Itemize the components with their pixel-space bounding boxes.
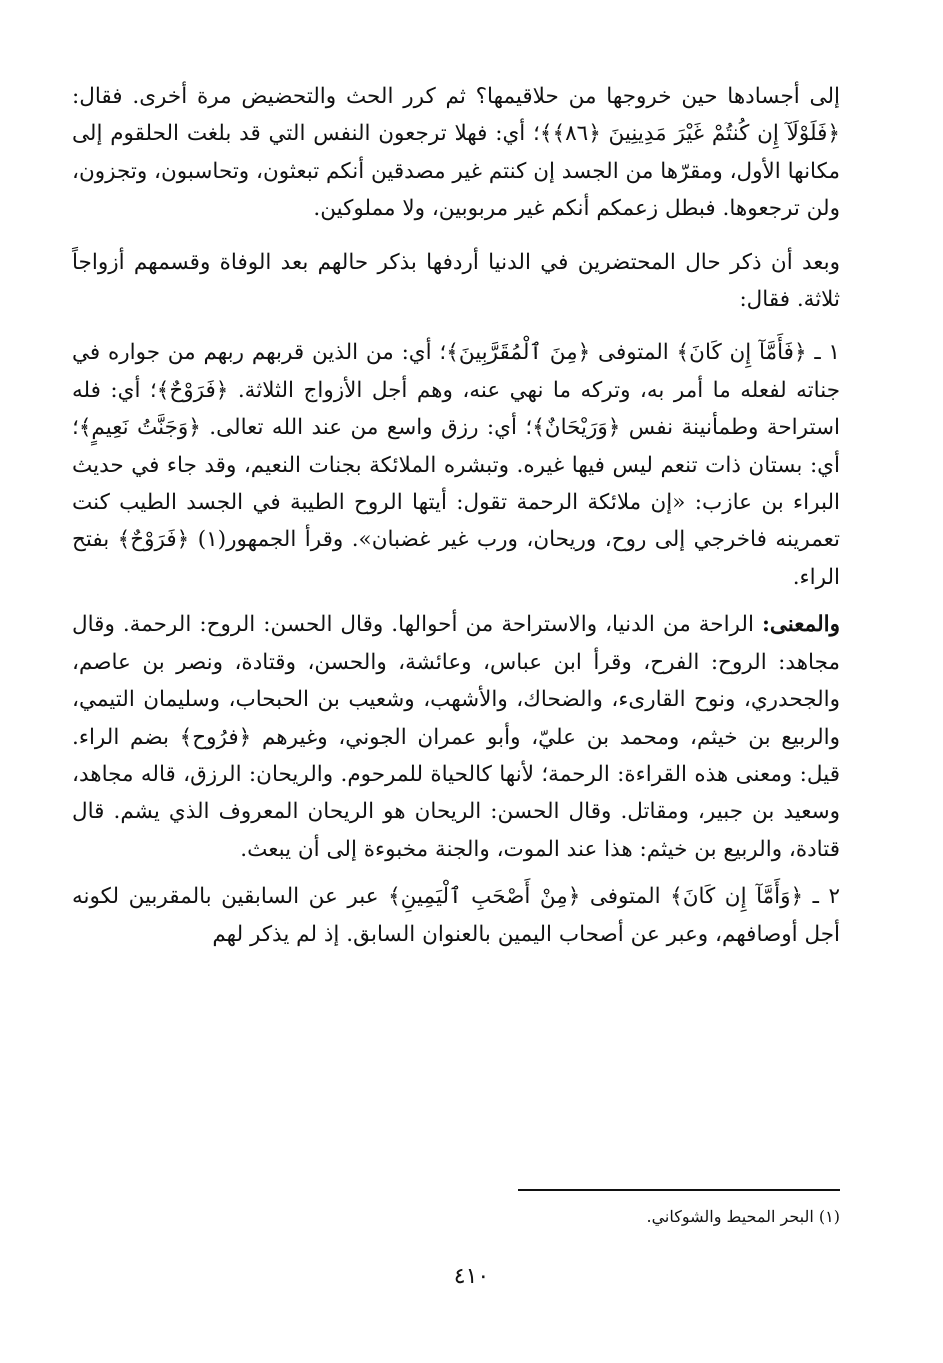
paragraph-line: أيتها الروح الطيبة في الجسد الطيب كنت تعمرينه فاخرجي إلى روح، وريحان، bbox=[72, 490, 840, 553]
paragraph-line: لكونه أجل أوصافهم، وعبر عن أصحاب اليمين بالعنوان السابق. إذ لم يذكر لهم bbox=[72, 884, 840, 947]
paragraph-line: ١ ـ ﴿فَأَمَّآ إِن كَانَ﴾ المتوفى ﴿مِنَ ٱلْمُقَرَّبِينَ﴾؛ أي: من الذين قربهم ربهم من bbox=[167, 340, 840, 366]
paragraph-line: وقال الحسن: الريحان هو الريحان المعروف الذي يشم. قال قتادة، والربيع بن bbox=[72, 799, 840, 862]
paragraph-line: وقتادة، ونصر بن عاصم، والجحدري، ونوح القارىء، والضحاك، والأشهب، bbox=[72, 649, 840, 713]
paragraph-line: ورب غير غضبان». وقرأ الجمهور(١) ﴿فَرَوْحٌ﴾ بفتح الراء. bbox=[72, 527, 840, 590]
paragraph-line: الرحمة. وقال مجاهد: الروح: الفرح، وقرأ ابن عباس، وعائشة، والحسن، bbox=[72, 612, 840, 675]
paragraph-line: فقال: ﴿فَلَوْلَآ إِن كُنتُمْ غَيْرَ مَدِينِينَ ﴿٨٦﴾﴾؛ أي: فهلا ترجعون النفس التي قد بلغت bbox=[72, 84, 840, 147]
footnote-divider bbox=[518, 1189, 840, 1191]
paragraph-line: جواره في جناته لفعله ما أمر به، وتركه ما نهي عنه، وهم أجل الأزواج الثلاثة. bbox=[72, 340, 840, 403]
paragraph-line: الحلقوم إلى مكانها الأول، ومقرّها من الجسد إن كنتم غير مصدقين أنكم تبعثون، bbox=[72, 121, 840, 184]
paragraph-5 bbox=[72, 878, 840, 953]
paragraph-lead: والمعنى: bbox=[761, 612, 841, 638]
page-body bbox=[72, 78, 840, 953]
paragraph-line: بجنات النعيم، وقد جاء في حديث البراء بن عازب: «إن ملائكة الرحمة تقول: bbox=[72, 452, 840, 516]
paragraph-line: تعالى. ﴿وَجَنَّتُ نَعِيمٍ﴾؛ أي: بستان ذات تنعم ليس فيها غيره. وتبشره الملائكة bbox=[72, 415, 840, 478]
paragraph-4 bbox=[72, 606, 840, 868]
paragraph-line: مملوكين. bbox=[313, 196, 396, 222]
paragraph-line: ٢ ـ ﴿وَأَمَّآ إِن كَانَ﴾ المتوفى ﴿مِنْ أَصْحَبِ ٱلْيَمِينِ﴾ عبر عن السابقين بالمقربين bbox=[128, 884, 840, 910]
page-number: ٤١٠ bbox=[453, 1264, 490, 1289]
paragraph-line: ﴿فَرَوْحٌ﴾؛ أي: فله استراحة وطمأنينة نفس ﴿وَرَيْحَانٌ﴾؛ أي: رزق واسع من عند الله bbox=[72, 377, 840, 441]
paragraph-line: خيثم: هذا عند الموت، والجنة مخبوءة إلى أن يبعث. bbox=[240, 836, 688, 862]
paragraph-line: الراحة من الدنيا، والاستراحة من أحوالها. وقال الحسن: الروح: bbox=[199, 612, 762, 638]
paragraph-3 bbox=[72, 334, 840, 596]
paragraph-line: وشعيب بن الحبحاب، وسليمان التيمي، والربيع بن خيثم، ومحمد بن عليّ، وأبو bbox=[72, 687, 840, 750]
paragraph-line: لأنها كالحياة للمرحوم. والريحان: الرزق، قاله مجاهد، وسعيد بن جبير، ومقاتل. bbox=[72, 761, 840, 825]
paragraph-2 bbox=[72, 244, 840, 319]
paragraph-line: وتحاسبون، وتجزون، ولن ترجعوها. فبطل زعمكم أنكم غير مربوبين، ولا bbox=[72, 158, 840, 222]
footnote: (١) البحر المحيط والشوكاني. bbox=[646, 1207, 840, 1226]
paragraph-line: وقسمهم أزواجاً ثلاثة. فقال: bbox=[72, 249, 840, 313]
paragraph-line: إلى أجسادها حين خروجها من حلاقيمها؟ ثم كرر الحث والتحضيض مرة أخرى. bbox=[132, 84, 840, 109]
paragraph-1 bbox=[72, 78, 840, 228]
paragraph-line: عمران الجوني، وغيرهم ﴿فرُوح﴾ بضم الراء. قيل: ومعنى هذه القراءة: الرحمة؛ bbox=[72, 724, 840, 787]
paragraph-line: وبعد أن ذكر حال المحتضرين في الدنيا أردفها بذكر حالهم بعد الوفاة bbox=[219, 249, 840, 275]
